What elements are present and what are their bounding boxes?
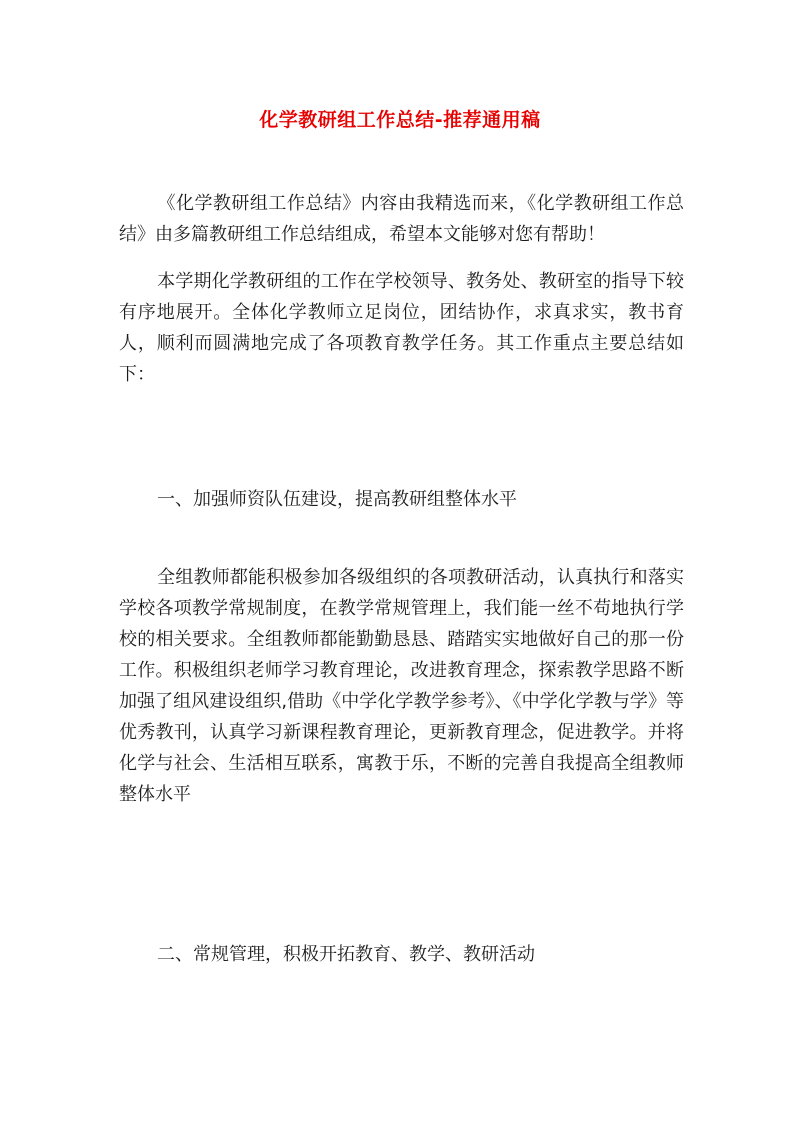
document-title: 化学教研组工作总结-推荐通用稿: [259, 109, 541, 131]
intro-paragraph: [119, 188, 684, 250]
section-1-body-text: 全组教师都能积极参加各级组织的各项教研活动，认真执行和落实学校各项教学常规制度，在教学常规管理上，我们能一丝不苟地执行学校的相关要求。全组教师都能勤勤恳恳、踏踏实实地做好自己的那一份工作。积极组织老师学习教育理论，改进教育理念，探索教学思路不断加强了组风建设组织,借助《中学化学教学参考》、《中学化学教与学》等优秀教刊，认真学习新课程教育理论，更新教育理念，促进教学。并将化学与社会、生活相互联系，寓教于乐，不断的完善自我提高全组教师整体水平: [119, 567, 684, 805]
body-paragraph-1-text: 本学期化学教研组的工作在学校领导、教务处、教研室的指导下较有序地展开。全体化学教师立足岗位，团结协作，求真求实，教书育人，顺利而圆满地完成了各项教育教学任务。其工作重点主要总结如下：: [119, 271, 684, 385]
body-paragraph-1: [119, 266, 684, 390]
intro-text: 《化学教研组工作总结》内容由我精选而来，《化学教研组工作总结》由多篇教研组工作总结组成，希望本文能够对您有帮助！: [119, 193, 684, 245]
section-heading-2: 二、常规管理，积极开拓教育、教学、教研活动: [157, 944, 535, 965]
section-heading-1: 一、加强师资队伍建设，提高教研组整体水平: [157, 489, 517, 510]
section-1-body: [119, 562, 684, 810]
